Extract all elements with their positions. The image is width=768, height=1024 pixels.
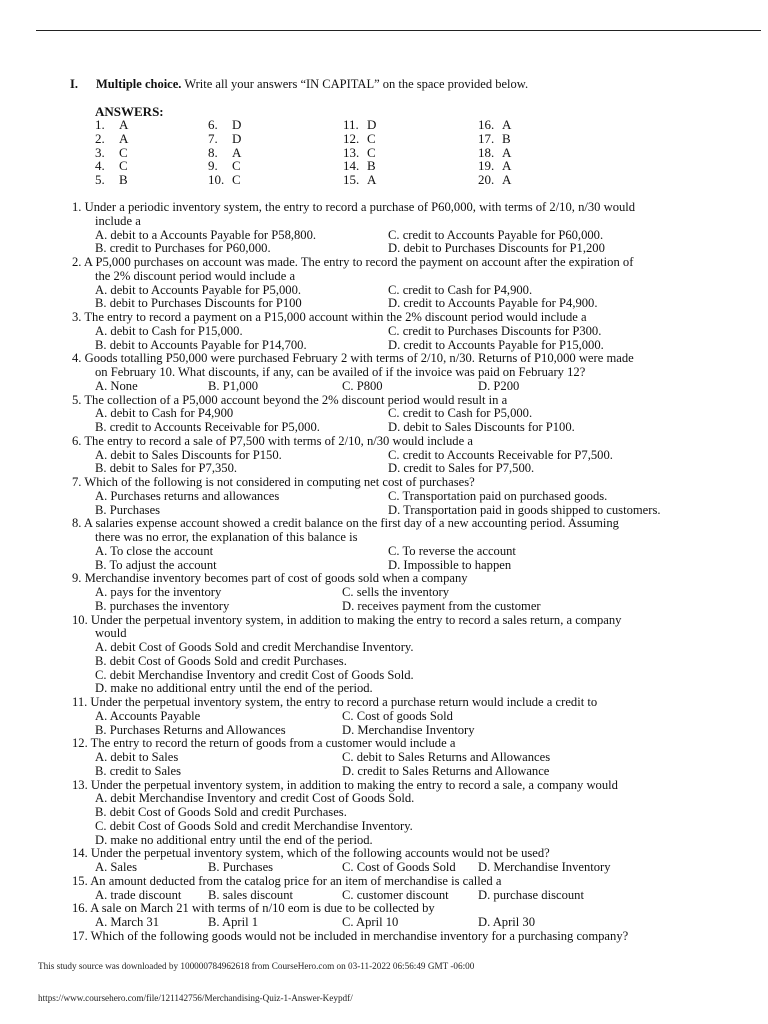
answer-option: B. Purchases (208, 860, 274, 874)
answer-option: B. sales discount (208, 887, 294, 902)
top-rule (36, 30, 761, 31)
answer-option: A. To close the account (95, 543, 214, 558)
answer-option: C. P800 (342, 378, 383, 393)
text-line (72, 806, 712, 820)
answer-option: A. debit to Sales Discounts for P150. (95, 447, 282, 462)
question-stem: 14. Under the perpetual inventory system, which of the following accounts would not be used? (72, 846, 550, 861)
section-instruction: Write all your answers “IN CAPITAL” on the space provided below. (184, 77, 529, 91)
text-line (72, 325, 712, 339)
text-line (72, 875, 712, 889)
answer-number: 6. (208, 117, 218, 132)
text-line (72, 517, 712, 531)
answer-letter: C (367, 130, 376, 146)
answer-item (208, 173, 348, 187)
answer-option: A. debit to Cash for P4,900 (95, 406, 234, 421)
answer-option: C. April 10 (342, 915, 399, 929)
answer-option: A. debit to a Accounts Payable for P58,800. (95, 227, 317, 242)
answer-number: 13. (343, 144, 360, 160)
answer-option: D. Merchandise Inventory (478, 860, 611, 874)
question-item (72, 779, 712, 848)
text-line (72, 627, 712, 641)
answer-option: C. debit Merchandise Inventory and credit Cost of Goods Sold. (95, 667, 414, 682)
answer-option: B. credit to Purchases for P60,000. (95, 241, 271, 256)
answer-option: A. March 31 (95, 915, 160, 929)
answer-option: A. None (95, 378, 138, 393)
answer-option: B. debit Cost of Goods Sold and credit Purchases. (95, 653, 347, 668)
question-stem: 1. Under a periodic inventory system, the entry to record a purchase of P60,000, with terms of 2/10, n/30 would (72, 200, 636, 214)
answer-number: 18. (478, 144, 495, 160)
answer-option: B. debit Cost of Goods Sold and credit Purchases. (95, 805, 347, 819)
answer-number: 8. (208, 144, 218, 160)
answer-option: C. debit Cost of Goods Sold and credit Merchandise Inventory. (95, 818, 413, 833)
text-line (72, 669, 712, 683)
answer-option: D. credit to Accounts Payable for P15,000. (388, 337, 604, 352)
question-item (72, 394, 712, 435)
answer-letter: A (119, 130, 129, 146)
question-item (72, 875, 712, 903)
answer-number: 19. (478, 158, 495, 174)
text-line (72, 215, 712, 229)
answer-option: D. April 30 (478, 915, 536, 929)
answer-number: 3. (95, 144, 105, 160)
question-stem: 7. Which of the following is not considered in computing net cost of purchases? (72, 475, 475, 489)
answer-letter: C (232, 158, 241, 174)
download-source-note: This study source was downloaded by 100000784962618 from CourseHero.com on 03-11-2022 06:56:49 GMT -06:00 (38, 961, 475, 971)
answer-option: C. credit to Cash for P5,000. (388, 406, 533, 421)
text-line (72, 559, 712, 573)
answer-option: D. purchase discount (478, 887, 584, 902)
answers-title: ANSWERS: (95, 104, 164, 119)
answer-item (478, 159, 618, 173)
question-item (72, 352, 712, 393)
answer-option: C. credit to Cash for P4,900. (388, 282, 533, 297)
answer-letter: B (502, 130, 511, 146)
answer-item (478, 173, 618, 187)
answer-number: 2. (95, 130, 105, 146)
answer-option: C. customer discount (342, 887, 449, 902)
answer-option: A. pays for the inventory (95, 585, 222, 599)
text-line (72, 490, 712, 504)
answer-option: D. Impossible to happen (388, 557, 512, 572)
answer-item (208, 118, 348, 132)
answer-option: B. To adjust the account (95, 557, 217, 572)
text-line (72, 614, 712, 628)
answer-option: C. To reverse the account (388, 543, 516, 558)
answer-option: D. P200 (478, 378, 520, 393)
answer-option: A. Sales (95, 860, 137, 874)
answer-option: D. Merchandise Inventory (342, 722, 475, 737)
answer-column (208, 118, 348, 187)
answer-option: D. receives payment from the customer (342, 598, 541, 613)
answer-column (478, 118, 618, 187)
question-stem: 12. The entry to record the return of goods from a customer would include a (72, 736, 456, 751)
answer-option: A. debit to Cash for P15,000. (95, 323, 243, 338)
text-line (72, 861, 712, 875)
answer-number: 14. (343, 158, 360, 174)
answer-number: 10. (208, 172, 225, 188)
text-line (72, 297, 712, 311)
answer-letter: A (502, 172, 512, 188)
question-stem-continued: there was no error, the explanation of this balance is (95, 530, 358, 544)
text-line (72, 339, 712, 353)
question-stem: 8. A salaries expense account showed a credit balance on the first day of a new accounting period. Assuming (72, 516, 619, 531)
answer-letter: A (502, 117, 512, 132)
answer-option: D. make no additional entry until the end of the period. (95, 832, 373, 847)
question-item (72, 201, 712, 256)
answer-option: A. debit to Sales (95, 750, 179, 764)
question-stem: 4. Goods totalling P50,000 were purchased February 2 with terms of 2/10, n/30. Returns of P10,000 were made (72, 351, 634, 366)
answer-option: A. trade discount (95, 887, 182, 902)
question-item (72, 737, 712, 778)
text-line (72, 256, 712, 270)
answer-letter: A (502, 158, 512, 174)
answer-option: A. Purchases returns and allowances (95, 488, 280, 503)
question-item (72, 614, 712, 697)
text-line (72, 201, 712, 215)
answer-letter: A (232, 144, 242, 160)
answer-option: C. Cost of Goods Sold (342, 860, 456, 874)
text-line (72, 792, 712, 806)
text-line (72, 902, 712, 916)
answer-letter: D (232, 130, 242, 146)
text-line (72, 476, 712, 490)
answer-option: A. debit to Accounts Payable for P5,000. (95, 282, 302, 297)
answer-number: 7. (208, 130, 218, 146)
answer-letter: A (119, 117, 129, 132)
text-line (72, 394, 712, 408)
answer-option: B. debit to Sales for P7,350. (95, 461, 238, 476)
text-line (72, 834, 712, 848)
answer-number: 15. (343, 172, 360, 188)
text-line (72, 916, 712, 930)
text-line (72, 889, 712, 903)
answer-letter: A (502, 144, 512, 160)
answer-option: B. purchases the inventory (95, 598, 230, 613)
text-line (72, 765, 712, 779)
question-stem: 11. Under the perpetual inventory system, the entry to record a purchase return would include a credit to (72, 695, 598, 709)
questions-list (72, 201, 712, 944)
question-item (72, 311, 712, 352)
source-url: https://www.coursehero.com/file/121142756/Merchandising-Quiz-1-Answer-Keypdf/ (38, 993, 353, 1003)
answer-option: C. credit to Purchases Discounts for P300. (388, 323, 602, 338)
question-item (72, 476, 712, 517)
answer-item (343, 132, 483, 146)
text-line (72, 284, 712, 298)
text-line (72, 270, 712, 284)
text-line (72, 572, 712, 586)
answer-option: C. sells the inventory (342, 585, 450, 599)
answer-option: B. Purchases Returns and Allowances (95, 722, 286, 737)
answer-letter: C (119, 144, 128, 160)
answer-number: 1. (95, 117, 105, 132)
answer-number: 12. (343, 130, 360, 146)
answer-item (343, 146, 483, 160)
answer-number: 9. (208, 158, 218, 174)
answer-option: C. Cost of goods Sold (342, 708, 453, 723)
answer-item (343, 173, 483, 187)
text-line (72, 779, 712, 793)
answer-item (208, 146, 348, 160)
text-line (72, 930, 712, 944)
answer-column (343, 118, 483, 187)
answer-letter: B (119, 172, 128, 188)
answer-option: C. credit to Accounts Payable for P60,000. (388, 227, 604, 242)
question-item (72, 435, 712, 476)
answer-number: 20. (478, 172, 495, 188)
question-stem-continued: include a (95, 213, 141, 228)
answer-letter: D (367, 117, 377, 132)
answer-option: B. April 1 (208, 915, 259, 929)
question-stem-continued: on February 10. What discounts, if any, can be availed of if the invoice was paid on February 12? (95, 365, 586, 379)
question-stem: 15. An amount deducted from the catalog price for an item of merchandise is called a (72, 873, 502, 888)
text-line (72, 366, 712, 380)
text-line (72, 820, 712, 834)
answer-letter: C (119, 158, 128, 174)
text-line (72, 586, 712, 600)
answer-option: B. credit to Sales (95, 763, 182, 778)
answer-option: B. debit to Accounts Payable for P14,700. (95, 337, 307, 352)
answer-letter: C (367, 144, 376, 160)
text-line (72, 710, 712, 724)
answer-option: B. debit to Purchases Discounts for P100 (95, 296, 302, 311)
question-stem: 13. Under the perpetual inventory system, in addition to making the entry to record a sale, a company would (72, 777, 618, 792)
text-line (72, 504, 712, 518)
question-stem-continued: the 2% discount period would include a (95, 268, 296, 283)
question-item (72, 256, 712, 311)
answer-option: C. debit to Sales Returns and Allowances (342, 750, 551, 764)
text-line (72, 242, 712, 256)
answer-item (208, 159, 348, 173)
section-heading (70, 77, 528, 92)
answer-option: D. make no additional entry until the end of the period. (95, 681, 373, 696)
text-line (72, 229, 712, 243)
question-stem: 17. Which of the following goods would not be included in merchandise inventory for a purchasing company? (72, 928, 629, 943)
answer-option: D. debit to Purchases Discounts for P1,200 (388, 241, 605, 256)
answer-option: A. debit Cost of Goods Sold and credit Merchandise Inventory. (95, 640, 414, 654)
answer-number: 11. (343, 117, 359, 132)
answer-item (478, 146, 618, 160)
answer-item (478, 118, 618, 132)
answer-item (478, 132, 618, 146)
text-line (72, 751, 712, 765)
text-line (72, 352, 712, 366)
answer-option: A. debit Merchandise Inventory and credit Cost of Goods Sold. (95, 791, 415, 806)
answer-option: D. debit to Sales Discounts for P100. (388, 420, 575, 434)
text-line (72, 380, 712, 394)
question-item (72, 902, 712, 930)
question-stem: 9. Merchandise inventory becomes part of cost of goods sold when a company (72, 571, 468, 586)
question-stem-continued: would (95, 626, 127, 641)
answer-letter: B (367, 158, 376, 174)
answer-option: B. P1,000 (208, 378, 259, 393)
text-line (72, 531, 712, 545)
answer-letter: A (367, 172, 377, 188)
answer-option: B. Purchases (95, 502, 161, 517)
text-line (72, 641, 712, 655)
answer-number: 16. (478, 117, 495, 132)
answer-option: A. Accounts Payable (95, 708, 201, 723)
text-line (72, 407, 712, 421)
answer-number: 4. (95, 158, 105, 174)
text-line (72, 421, 712, 435)
question-item (72, 572, 712, 613)
text-line (72, 462, 712, 476)
answer-option: D. Transportation paid in goods shipped to customers. (388, 502, 661, 517)
question-stem: 2. A P5,000 purchases on account was made. The entry to record the payment on account after the expiration of (72, 255, 634, 269)
question-stem: 3. The entry to record a payment on a P15,000 account within the 2% discount period would include a (72, 310, 587, 324)
question-stem: 5. The collection of a P5,000 account beyond the 2% discount period would result in a (72, 392, 508, 407)
text-line (72, 449, 712, 463)
answer-item (208, 132, 348, 146)
answer-option: B. credit to Accounts Receivable for P5,000. (95, 420, 320, 434)
answer-letter: D (232, 117, 242, 132)
answer-item (343, 118, 483, 132)
answer-option: D. credit to Accounts Payable for P4,900. (388, 296, 598, 311)
answer-number: 17. (478, 130, 495, 146)
answer-item (343, 159, 483, 173)
answer-option: C. credit to Accounts Receivable for P7,500. (388, 447, 613, 462)
section-number: I. (70, 77, 78, 91)
question-item (72, 517, 712, 572)
text-line (72, 682, 712, 696)
answer-number: 5. (95, 172, 105, 188)
answer-option: D. credit to Sales Returns and Allowance (342, 763, 550, 778)
text-line (72, 600, 712, 614)
answer-letter: C (232, 172, 241, 188)
answer-option: D. credit to Sales for P7,500. (388, 461, 535, 476)
text-line (72, 311, 712, 325)
question-item (72, 847, 712, 875)
text-line (72, 435, 712, 449)
text-line (72, 847, 712, 861)
question-item (72, 930, 712, 944)
question-item (72, 696, 712, 737)
question-stem: 10. Under the perpetual inventory system, in addition to making the entry to record a sales return, a company (72, 612, 622, 627)
answer-option: C. Transportation paid on purchased goods. (388, 488, 608, 503)
text-line (72, 696, 712, 710)
text-line (72, 724, 712, 738)
text-line (72, 655, 712, 669)
question-stem: 16. A sale on March 21 with terms of n/10 eom is due to be collected by (72, 901, 435, 916)
text-line (72, 737, 712, 751)
section-title: Multiple choice. (96, 77, 182, 91)
question-stem: 6. The entry to record a sale of P7,500 with terms of 2/10, n/30 would include a (72, 433, 473, 448)
text-line (72, 545, 712, 559)
